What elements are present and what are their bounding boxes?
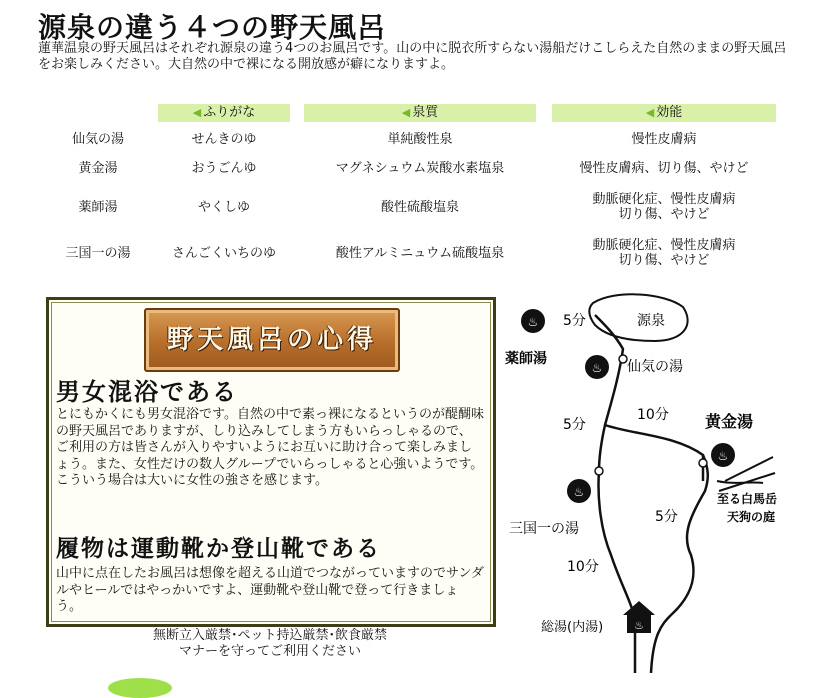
- table-header-furigana: ◀ ふりがな: [158, 104, 290, 122]
- kokoroe-text-mixed-bathing: とにもかくにも男女混浴です。自然の中で素っ裸になるというのが醍醐味の野天風呂でありますが、しり込みしてしまう方もいらっしゃるので、ご利用の方は皆さんが入りやすいようにお互いに助け合って楽しみましょう。また、女性だけの数人グループでいらっしゃると心強いようです。こういう場合は大いに女性の強さを感じます。: [56, 407, 484, 488]
- table-row-name: 仙気の湯: [71, 132, 124, 147]
- table-row-name: 三国一の湯: [65, 246, 131, 261]
- junction-dot: [699, 459, 707, 467]
- svg-text:♨: ♨: [591, 361, 603, 375]
- junction-dot: [595, 467, 603, 475]
- time-label: 10分: [637, 407, 669, 423]
- table-row-quality: 単純酸性泉: [387, 132, 453, 147]
- table-header-effect: ◀ 効能: [552, 104, 776, 122]
- notice: [110, 628, 430, 660]
- table-row-effect: 慢性皮膚病: [631, 132, 697, 147]
- inn-icon: [623, 601, 655, 633]
- table-header-quality: ◀ 泉質: [304, 104, 536, 122]
- table-row-effect: 動脈硬化症、慢性皮膚病: [592, 238, 736, 253]
- notice-line-2: マナーを守ってご利用ください: [178, 644, 361, 659]
- map-label-sangoku: 三国一の湯: [509, 521, 579, 537]
- map-label-ougon: 黄金湯: [705, 412, 754, 431]
- table-row-furigana: せんきのゆ: [191, 132, 257, 147]
- kokoroe-heading-mixed-bathing: 男女混浴である: [56, 377, 238, 406]
- time-label: 5分: [655, 509, 678, 525]
- table-row-quality: 酸性アルミニュウム硫酸塩泉: [335, 246, 505, 261]
- left-arrow-icon: ◀: [192, 106, 202, 119]
- kokoroe-text-footwear: 山中に点在したお風呂は想像を超える山道でつながっていますのでサンダルやヒールではやっかいですよ、運動靴や登山靴で登って行きましょう。: [56, 566, 484, 614]
- table-row-effect-2: 切り傷、やけど: [618, 253, 710, 268]
- table-row-effect: 動脈硬化症、慢性皮膚病: [592, 192, 736, 207]
- time-label: 5分: [563, 417, 586, 433]
- time-label: 10分: [567, 559, 599, 575]
- onsen-icon: [521, 309, 545, 333]
- onsen-icon: [585, 355, 609, 379]
- svg-text:♨: ♨: [573, 485, 585, 499]
- trail-path-east: [605, 425, 708, 673]
- table-row-furigana: さんごくいちのゆ: [171, 246, 276, 261]
- decorative-shape: [108, 678, 172, 698]
- trail-hakuba-3: [717, 481, 763, 483]
- table-row-effect: 慢性皮膚病、切り傷、やけど: [579, 161, 749, 176]
- junction-dot: [619, 355, 627, 363]
- table-row-quality: マグネシュウム炭酸水素塩泉: [335, 161, 505, 176]
- intro-text: 蓮華温泉の野天風呂はそれぞれ源泉の違う4つのお風呂です。山の中に脱衣所すらない湯船だけこしらえた自然のままの野天風呂をお楽しみください。大自然の中で裸になる開放感が癖になりますよ。: [38, 41, 787, 72]
- table-row-furigana: やくしゆ: [197, 200, 250, 215]
- map-label-hakuba-1: 至る白馬岳: [717, 492, 778, 506]
- map-label-genzen: 源泉: [637, 313, 665, 329]
- table-row-furigana: おうごんゆ: [191, 161, 257, 176]
- onsen-icon: [711, 443, 735, 467]
- left-arrow-icon: ◀: [401, 106, 411, 119]
- trail-map: [505, 285, 805, 673]
- left-arrow-icon: ◀: [645, 106, 655, 119]
- notice-line-1: 無断立入厳禁･ペット持込厳禁･飲食厳禁: [152, 628, 387, 643]
- svg-text:♨: ♨: [717, 449, 729, 463]
- table-row-name: 薬師湯: [78, 200, 118, 215]
- onsen-icon: [567, 479, 591, 503]
- map-label-yakushi: 薬師湯: [505, 351, 547, 367]
- kokoroe-badge: 野天風呂の心得: [144, 308, 400, 372]
- page-title: 源泉の違う４つの野天風呂: [38, 11, 387, 44]
- svg-text:♨: ♨: [634, 619, 644, 632]
- svg-text:♨: ♨: [527, 315, 539, 329]
- map-label-hakuba-2: 天狗の庭: [727, 510, 776, 524]
- table-row-name: 黄金湯: [78, 161, 118, 176]
- table-row-effect-2: 切り傷、やけど: [618, 207, 710, 222]
- table-row-quality: 酸性硫酸塩泉: [380, 200, 459, 215]
- time-label: 5分: [563, 313, 586, 329]
- kokoroe-heading-footwear: 履物は運動靴か登山靴である: [56, 535, 381, 562]
- map-label-sogou: 総湯(内湯): [541, 620, 604, 635]
- map-label-senki: 仙気の湯: [627, 359, 683, 375]
